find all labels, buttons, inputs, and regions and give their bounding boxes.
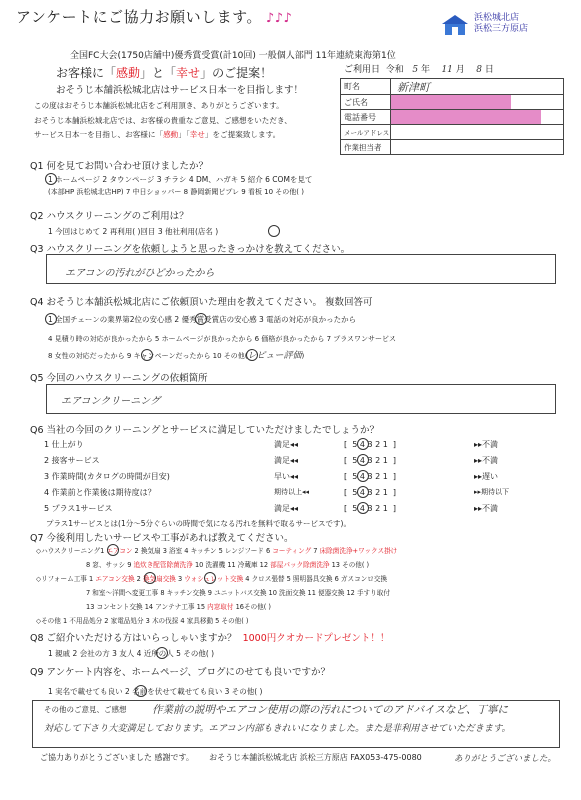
q7-reform-3: 13 コンセント交換 14 アンテナ工事 15 内窓取付 16その他( ): [86, 603, 271, 611]
q2-selected-circle: [268, 225, 280, 237]
usage-date: ご利用日 令和 5 年 11 月 8 日: [344, 65, 494, 75]
q2-options: 1 今回はじめて 2 再利用( )回目 3 他社利用(店名 ): [48, 227, 219, 236]
q7-selected-circle: [144, 572, 156, 584]
q5-title: Q5 今回のハウスクリーニングの依頼箇所: [30, 373, 208, 384]
q1-options-2: (本部HP 浜松城北店HP) 7 中日ショッパー 8 静岡新聞ピプレ 9 看板 10 その他( ): [48, 188, 304, 196]
q6-score-circle: [357, 454, 369, 466]
q1-title: Q1 何を見てお問い合わせ頂けましたか？: [30, 161, 209, 172]
town-value: 新津町: [397, 80, 430, 94]
intro-text: この度はおそうじ本舗浜松城北店をご利用頂き、ありがとうございます。 おそうじ本舗浜松城北店では、お客様の貴重なご意見、ご感想をいただき、 サービス日本一を目指し、お客様に「感動」「幸せ」をご提案致します。: [34, 101, 292, 139]
q6-score-circle: [357, 470, 369, 482]
date-month: 11: [441, 65, 453, 75]
q7-selected-circle: [107, 544, 119, 556]
sub-headline: おそうじ本舗浜松城北店はサービス日本一を目指します！: [56, 85, 304, 96]
q6-row: 1 仕上がり 満足◂◂ [ 5 4 3 2 1 ] ▸▸不満: [44, 439, 499, 449]
q7-selected-circle: [204, 572, 216, 584]
q4-options-1: 1 全国チェーンの業界第2位の安心感 2 優秀賞受賞店の安心感 3 電話の対応が良かったから: [48, 315, 357, 324]
q8-options: 1 親戚 2 会社の方 3 友人 4 近所の人 5 その他( ): [48, 649, 215, 658]
q7-reform-2: 7 和室～洋間へ変更工事 8 キッチン交換 9 ユニットバス交換 10 洗面交換 11 便器交換 12 手すり取付: [86, 589, 390, 597]
q7-title: Q7 今後利用したいサービスや工事があれば教えてください。: [30, 533, 294, 544]
q4-selected-circle-2: [195, 313, 207, 325]
award-line: 全国FC大会(1750店舗中)優秀賞受賞(計10回) 一般個人部門 11年連続東海第1位: [70, 51, 396, 61]
q4-selected-circle-1: [45, 313, 57, 325]
q7-house-2: 8 窓、サッシ 9 追炊き配管除菌洗浄 10 洗濯機 11 冷蔵庫 12 部屋パック除菌洗浄 13 その他( ): [86, 561, 370, 569]
footer: ご協力ありがとうございました 感謝です。 おそうじ本舗浜松城北店 浜松三方原店 FAX053-475-0080: [40, 753, 422, 762]
q7-other: ◇その他 1 不用品処分 2 家電品処分 3 木の伐採 4 家具移動 5 その他( ): [36, 617, 249, 625]
q4-selected-circle-3: [141, 349, 153, 361]
q8-selected-circle: [156, 647, 168, 659]
staff-row: 作業担当者: [341, 139, 563, 154]
q6-score-circle: [357, 438, 369, 450]
q4-options-3: 8 女性の対応だったから 9 キャンペーンだったから 10 その他(レビュー評価): [48, 351, 305, 361]
q8-promo: 1000円クオカードプレゼント！！: [242, 633, 390, 644]
comments-line-1: 作業前の説明やエアコン使用の際の汚れについてのアドバイスなど、丁寧に: [152, 704, 508, 716]
q5-answer: エアコンクリーニング: [61, 396, 161, 407]
q3-answer-box: [46, 254, 556, 284]
q1-selected-circle: [45, 173, 57, 185]
q8-title: Q8 ご紹介いただける方はいらっしゃいますか？ 1000円クオカードプレゼント！！: [30, 633, 390, 644]
q4-selected-circle-4: [246, 349, 258, 361]
comments-line-3: ありがとうございました。: [454, 754, 557, 764]
q9-options: 1 実名で載せても良い 2 名前を伏せて載せても良い 3 その他( ): [48, 687, 263, 696]
q6-score-circle: [357, 486, 369, 498]
name-row: ご氏名: [341, 94, 563, 109]
q6-row: 5 プラス1サービス 満足◂◂ [ 5 4 3 2 1 ] ▸▸不満: [44, 503, 499, 513]
redaction-bar: [391, 95, 511, 109]
q2-title: Q2 ハウスクリーニングのご利用は？: [30, 211, 189, 222]
q6-score-circle: [357, 502, 369, 514]
q1-options-1: 1 ホームページ 2 タウンページ 3 チラシ 4 DM、ハガキ 5 紹介 6 COMを見て: [48, 175, 313, 184]
date-day: 8: [476, 65, 482, 75]
q6-table: [44, 436, 554, 516]
q9-title: Q9 アンケート内容を、ホームページ、ブログにのせても良いですか？: [30, 667, 331, 678]
q5-answer-box: [46, 384, 556, 414]
q4-options-2: 4 見積り時の対応が良かったから 5 ホームページが良かったから 6 価格が良かったから 7 プラスワンサービス: [48, 335, 397, 343]
redaction-bar: [391, 110, 541, 124]
store-names: 浜松城北店 浜松三方原店: [474, 13, 529, 34]
q6-row: 2 接客サービス 満足◂◂ [ 5 4 3 2 1 ] ▸▸不満: [44, 455, 499, 465]
phone-row: 電話番号: [341, 109, 563, 124]
q7-house-1: ◇ハウスクリーニング1 エアコン 2 換気扇 3 浴室 4 キッチン 5 レンジフード 6 コーティング 7 床除菌洗浄+ワックス掛け: [36, 547, 398, 555]
q6-row: 3 作業時間(カタログの時間が目安) 早い◂◂ [ 5 4 3 2 1 ] ▸▸遅い: [44, 471, 499, 481]
q4-title: Q4 おそうじ本舗浜松城北店にご依頼頂いた理由を教えてください。 複数回答可: [30, 297, 373, 308]
q3-title: Q3 ハウスクリーニングを依頼しようと思ったきっかけを教えてください。: [30, 244, 351, 255]
email-row: メールアドレス: [341, 124, 563, 139]
date-year: 5: [412, 65, 419, 75]
music-notes: ♪♪♪: [265, 11, 293, 26]
q9-selected-circle: [135, 685, 147, 697]
q7-reform-1: ◇リフォーム工事 1 エアコン交換 2 換気扇交換 3 ウォシュレット交換 4 クロス張替 5 照明器具交換 6 ガスコンロ交換: [36, 575, 388, 583]
q6-note: プラス1サービスとは(1分～5分ぐらいの時間で気になる汚れを無料で取るサービスです)。: [46, 519, 351, 528]
comments-line-2: 対応して下さり大変満足しております。エアコン内部もきれいになりました。また是非利用させていただきます。: [44, 723, 511, 734]
q3-answer: エアコンの汚れがひどかったから: [65, 268, 215, 279]
comments-label: その他のご意見、ご感想: [44, 705, 127, 714]
town-row: 町名 新津町: [341, 79, 563, 94]
q6-row: 4 作業前と作業後は期待度は？ 期待以上◂◂ [ 5 4 3 2 1 ] ▸▸期待以下: [44, 487, 510, 497]
page-title: アンケートにご協力お願いします。 ♪♪♪: [16, 8, 293, 26]
customer-info-table: [340, 78, 564, 155]
q6-title: Q6 当社の今回のクリーニングとサービスに満足していただけましたでしょうか？: [30, 425, 380, 436]
headline: お客様に「感動」と「幸せ」のご提案！: [56, 66, 273, 80]
store-logo-icon: [440, 14, 470, 36]
